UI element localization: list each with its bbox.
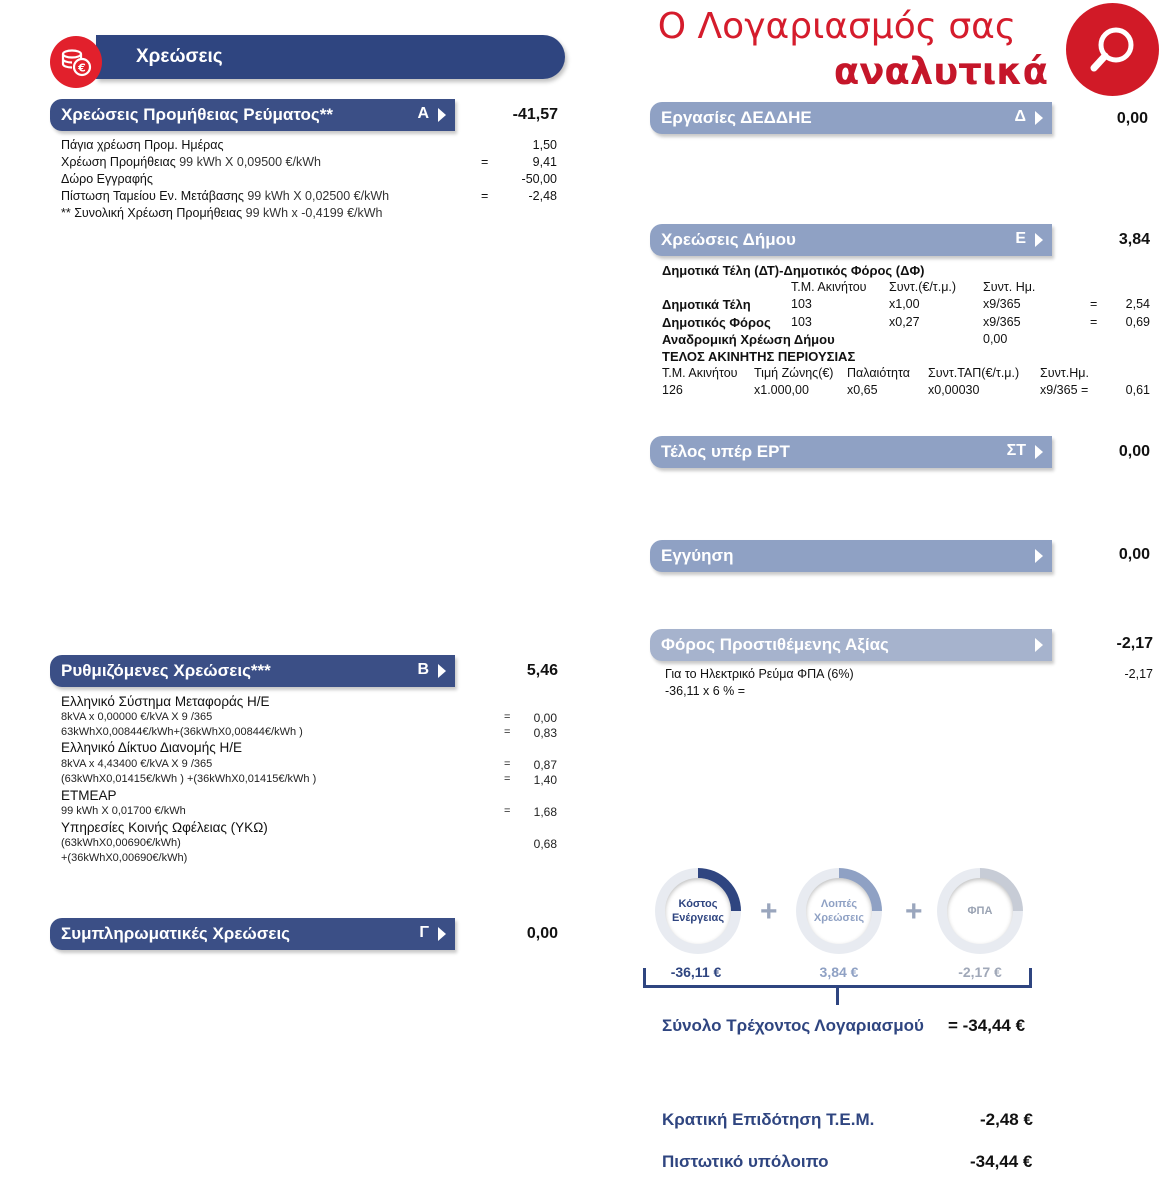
section-title: Ρυθμιζόμενες Χρεώσεις***: [61, 661, 271, 680]
section-title: Χρεώσεις Προμήθειας Ρεύματος**: [61, 105, 333, 124]
section-total: 0,00: [1118, 443, 1150, 460]
line-value: 0,87: [533, 758, 557, 772]
line-value: 1,68: [533, 805, 557, 819]
cell: x9/365: [983, 297, 1021, 311]
section-total: 0,00: [1116, 110, 1148, 127]
vat-amount: -2,17 €: [958, 964, 1002, 980]
vat-label: Για το Ηλεκτρικό Ρεύμα ΦΠΑ (6%): [665, 667, 854, 681]
equals-sign: =: [504, 711, 511, 723]
section-letter: Γ: [419, 924, 429, 941]
col-header: Συντ.ΤΑΠ(€/τ.μ.): [928, 366, 1020, 380]
energy-cost-amount: -36,11 €: [670, 964, 722, 980]
plus-sign: +: [905, 895, 923, 928]
equals-sign: =: [504, 758, 511, 770]
col-header: Παλαιότητα: [847, 366, 910, 380]
cell: 103: [791, 315, 812, 329]
other-charges-circle: [796, 868, 882, 954]
vat-calc: -36,11 x 6 % =: [665, 684, 746, 698]
section-header-charges: [96, 35, 565, 79]
calc-line: 8kVA x 4,43400 €/kVA X 9 /365: [61, 758, 213, 770]
line-value: -2,48: [528, 189, 557, 203]
section-bar-ert[interactable]: [650, 436, 1052, 468]
section-header-title: Χρεώσεις: [136, 46, 223, 67]
circle-label: Λοιπές Χρεώσεις: [806, 878, 872, 944]
chevron-right-icon: [1035, 638, 1043, 652]
section-total: 0,00: [526, 925, 558, 942]
col-header: Συντ. Ημ.: [983, 280, 1036, 294]
cell: 0,00: [983, 332, 1008, 346]
line-label: Χρέωση Προμήθειας 99 kWh X 0,09500 €/kWh: [61, 155, 321, 169]
calc-line: 8kVA x 0,00000 €/kVA X 9 /365: [61, 711, 213, 723]
tap-heading: ΤΕΛΟΣ ΑΚΙΝΗΤΗΣ ΠΕΡΙΟΥΣΙΑΣ: [662, 349, 856, 364]
section-title: Φόρος Προστιθέμενης Αξίας: [661, 635, 889, 654]
equals-sign: =: [481, 189, 489, 203]
line-label: Δώρο Εγγραφής: [61, 172, 153, 186]
col-header: Συντ.Ημ.: [1040, 366, 1089, 380]
credit-value: -34,44 €: [970, 1152, 1033, 1171]
page-subtitle: αναλυτικά: [833, 50, 1048, 93]
calc-line: 63kWhX0,00844€/kWh+(36kWhX0,00844€/kWh ): [61, 726, 303, 738]
sub-heading: Ελληνικό Σύστημα Μεταφοράς Η/Ε: [61, 694, 270, 709]
line-value: 0,00: [533, 711, 557, 725]
total-label: Σύνολο Τρέχοντος Λογαριασμού: [662, 1016, 924, 1035]
calc-line: (63kWhX0,00690€/kWh): [61, 837, 181, 849]
chevron-right-icon: [438, 108, 446, 122]
line-value: -50,00: [521, 172, 557, 186]
sub-heading: ΕΤΜΕΑΡ: [61, 788, 117, 803]
section-bar-deddie[interactable]: [650, 102, 1052, 134]
equals-sign: =: [504, 805, 511, 817]
line-value: 0,61: [1125, 383, 1150, 397]
total-value: = -34,44 €: [948, 1016, 1026, 1035]
page-title: Ο Λογαριασμός σας: [657, 6, 1016, 47]
sum-bracket: [643, 968, 1032, 988]
cell: x1,00: [889, 297, 920, 311]
section-title: Χρεώσεις Δήμου: [661, 230, 796, 249]
line-label: Πίστωση Ταμείου Εν. Μετάβασης 99 kWh X 0,02500 €/kWh: [61, 189, 390, 203]
other-charges-amount: 3,84 €: [819, 964, 859, 980]
svg-text:€: €: [78, 61, 86, 75]
section-title: Εγγύηση: [661, 546, 734, 565]
cell: 126: [662, 383, 683, 397]
credit-label: Πιστωτικό υπόλοιπο: [662, 1152, 829, 1171]
cell: x9/365: [983, 315, 1021, 329]
sub-heading: Ελληνικό Δίκτυο Διανομής Η/Ε: [61, 740, 242, 755]
circle-label: ΦΠΑ: [947, 878, 1013, 944]
chevron-right-icon: [438, 664, 446, 678]
line-value: 0,83: [533, 726, 557, 740]
col-header: Τ.Μ. Ακινήτου: [662, 366, 738, 380]
section-title: Συμπληρωματικές Χρεώσεις: [61, 924, 291, 943]
section-letter: Δ: [1014, 108, 1026, 125]
chevron-right-icon: [438, 927, 446, 941]
magnifier-icon: [1066, 3, 1159, 96]
line-value: 0,68: [533, 837, 557, 851]
section-title: Εργασίες ΔΕΔΔΗΕ: [661, 108, 812, 127]
equals-sign: =: [481, 155, 489, 169]
line-value: 0,69: [1125, 315, 1150, 329]
line-value: 9,41: [532, 155, 557, 169]
section-bar-supplementary[interactable]: [50, 918, 455, 950]
section-title: Τέλος υπέρ ΕΡΤ: [661, 442, 790, 461]
section-bar-vat[interactable]: [650, 629, 1052, 661]
sum-bracket-stem: [836, 988, 839, 1005]
line-value: 1,50: [532, 138, 557, 152]
calc-line: (63kWhX0,01415€/kWh ) +(36kWhX0,01415€/kWh ): [61, 773, 317, 785]
section-bar-supply[interactable]: [50, 99, 455, 131]
plus-sign: +: [760, 895, 778, 928]
subsidy-label: Κρατική Επιδότηση Τ.Ε.Μ.: [662, 1110, 875, 1129]
chevron-right-icon: [1035, 549, 1043, 563]
section-total: 3,84: [1118, 231, 1150, 248]
chevron-right-icon: [1035, 233, 1043, 247]
circle-label: Κόστος Ενέργειας: [665, 878, 731, 944]
cell: x0,65: [847, 383, 878, 397]
line-label: Πάγια χρέωση Προμ. Ημέρας: [61, 138, 224, 152]
col-header: Τ.Μ. Ακινήτου: [791, 280, 867, 294]
section-total: -41,57: [512, 106, 558, 123]
chevron-right-icon: [1035, 445, 1043, 459]
equals-sign: =: [504, 773, 511, 785]
section-letter: ΣΤ: [1006, 442, 1026, 459]
charges-coins-icon: [50, 36, 102, 88]
cell: x9/365 =: [1040, 383, 1089, 397]
vat-circle: [937, 868, 1023, 954]
row-label: Δημοτικά Τέλη: [662, 297, 751, 312]
cell: x0,00030: [928, 383, 980, 397]
sub-heading: Υπηρεσίες Κοινής Ωφέλειας (ΥΚΩ): [61, 820, 268, 835]
equals-sign: =: [1090, 315, 1098, 329]
vat-value: -2,17: [1124, 667, 1153, 681]
col-header: Συντ.(€/τ.μ.): [889, 280, 957, 294]
cell: x1.000,00: [754, 383, 809, 397]
section-bar-regulated[interactable]: [50, 655, 455, 687]
chevron-right-icon: [1035, 111, 1043, 125]
section-total: 0,00: [1118, 546, 1150, 563]
subsidy-value: -2,48 €: [980, 1110, 1033, 1129]
municipal-heading: Δημοτικά Τέλη (ΔΤ)-Δημοτικός Φόρος (ΔΦ): [662, 263, 925, 278]
col-header: Τιμή Ζώνης(€): [754, 366, 834, 380]
line-label: ** Συνολική Χρέωση Προμήθειας 99 kWh x -0,4199 €/kWh: [61, 206, 383, 220]
calc-line: 99 kWh X 0,01700 €/kWh: [61, 805, 186, 817]
energy-cost-circle: [655, 868, 741, 954]
row-label: Δημοτικός Φόρος: [662, 315, 771, 330]
section-total: 5,46: [526, 662, 558, 679]
row-label: Αναδρομική Χρέωση Δήμου: [662, 332, 835, 347]
cell: x0,27: [889, 315, 920, 329]
equals-sign: =: [1090, 297, 1098, 311]
section-letter: Α: [417, 105, 429, 122]
section-letter: Ε: [1015, 230, 1026, 247]
section-bar-municipal[interactable]: [650, 224, 1052, 256]
calc-line: +(36kWhX0,00690€/kWh): [61, 852, 188, 864]
section-letter: Β: [417, 661, 429, 678]
line-value: 1,40: [533, 773, 557, 787]
cell: 103: [791, 297, 812, 311]
line-value: 2,54: [1125, 297, 1150, 311]
section-total: -2,17: [1116, 635, 1153, 652]
equals-sign: =: [504, 726, 511, 738]
section-bar-guarantee[interactable]: [650, 540, 1052, 572]
